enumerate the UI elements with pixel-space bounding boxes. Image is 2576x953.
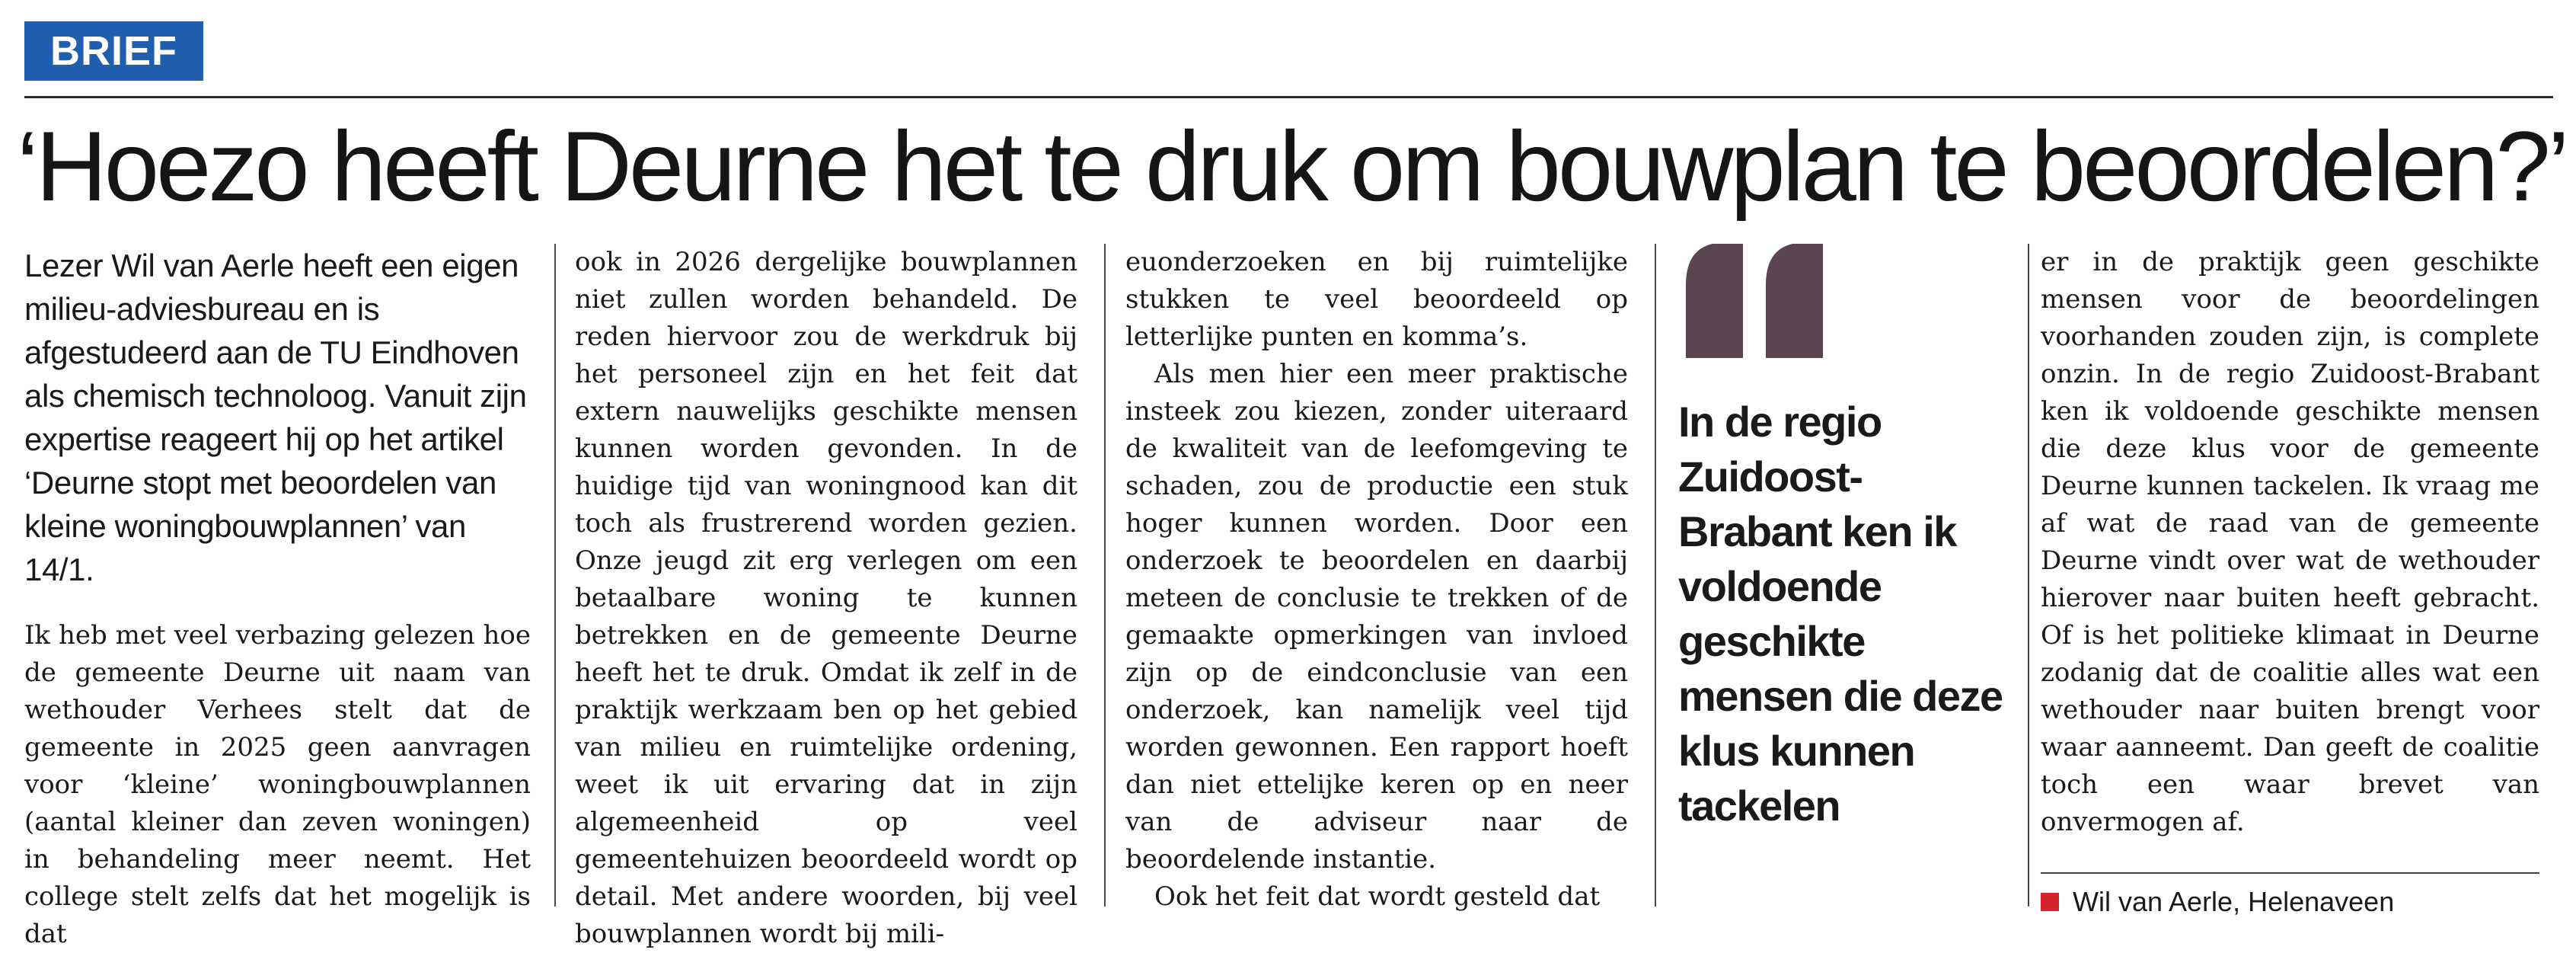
body-paragraph: euonderzoeken en bij ruimtelijke stukken te veel beoordeeld op letterlijke punten en komma’s. xyxy=(1125,247,1628,352)
column-divider xyxy=(1655,244,1656,907)
signature-divider xyxy=(2041,872,2539,874)
pull-quote-text: In de regio Zuidoost-Brabant ken ik voldoende geschikte mensen die deze klus kunnen tackelen xyxy=(1678,398,2003,830)
body-paragraph: er in de praktijk geen geschikte mensen voor de beoordelingen voorhanden zouden zijn, is complete onzin. In de regio Zuidoost-Brabant ken ik voldoende geschikte mensen die deze klus voor de gemeente Deurne kunnen tackelen. Ik vraag me af wat de raad van de gemeente Deurne vindt over wat de wethouder hierover naar buiten heeft gebracht. Of is het politieke klimaat in Deurne zodanig dat de coalitie alles wat een wethouder naar buiten brengt voor waar aanneemt. Dan geeft de coalitie toch een waar brevet van onvermogen af. xyxy=(2041,247,2539,837)
body-paragraph: Als men hier een meer praktische insteek zou kiezen, zonder uiteraard de kwaliteit van de leefomgeving te schaden, zou de productie een stuk hoger kunnen worden. Door een onderzoek te beoordelen en daarbij meteen de conclusie te trekken of de gemaakte opmerkingen van invloed zijn op de eindconclusie van een onderzoek, kan namelijk veel tijd worden gewonnen. Een rapport hoeft dan niet ettelijke keren op en neer van de adviseur naar de beoordelende instantie. xyxy=(1125,359,1628,875)
column-divider xyxy=(2028,244,2029,907)
body-column-3 xyxy=(1125,244,1628,916)
intro-column xyxy=(24,244,542,591)
quote-mark-icon xyxy=(1678,244,1831,358)
pull-quote xyxy=(1678,244,2013,833)
signature-marker-icon xyxy=(2041,893,2059,911)
section-label: BRIEF xyxy=(24,21,203,81)
intro-text: Lezer Wil van Aerle heeft een eigen milieu-adviesbureau en is afgestudeerd aan de TU Eindhoven als chemisch technoloog. Vanuit zijn expertise reageert hij op het artikel ‘Deurne stopt met beoordelen van kleine woningbouwplannen’ van 14/1. xyxy=(24,248,527,587)
body-column-2 xyxy=(575,244,1077,953)
column-divider xyxy=(554,244,556,907)
author-name: Wil van Aerle, Helenaveen xyxy=(2073,886,2395,917)
body-column-1 xyxy=(24,617,531,953)
body-paragraph: ook in 2026 dergelijke bouwplannen niet zullen worden behandeld. De reden hiervoor zou de werkdruk bij het personeel zijn en het feit dat extern nauwelijks geschikte mensen kunnen worden gevonden. In de huidige tijd van woningnood kan dit toch als frustrerend worden gezien. Onze jeugd zit erg verlegen om een betaalbare woning te kunnen betrekken en de gemeente Deurne heeft het te druk. Omdat ik zelf in de praktijk werkzaam ben op het gebied van milieu en ruimtelijke ordening, weet ik uit ervaring dat in zijn algemeenheid op veel gemeentehuizen beoordeeld wordt op detail. Met andere woorden, bij veel bouwplannen wordt bij mili- xyxy=(575,247,1077,949)
top-divider xyxy=(24,96,2553,98)
body-column-4 xyxy=(2041,244,2539,841)
article-headline: ‘Hoezo heeft Deurne het te druk om bouwplan te beoordelen?’ xyxy=(17,110,2567,222)
author-signature xyxy=(2041,885,2394,919)
column-divider xyxy=(1104,244,1106,907)
body-paragraph: Ook het feit dat wordt gesteld dat xyxy=(1154,881,1601,912)
body-paragraph: Ik heb met veel verbazing gelezen hoe de gemeente Deurne uit naam van wethouder Verhees stelt dat de gemeente in 2025 geen aanvragen voor ‘kleine’ woningbouwplannen (aantal kleiner dan zeven woningen) in behandeling meer neemt. Het college stelt zelfs dat het mogelijk is dat xyxy=(24,620,531,949)
